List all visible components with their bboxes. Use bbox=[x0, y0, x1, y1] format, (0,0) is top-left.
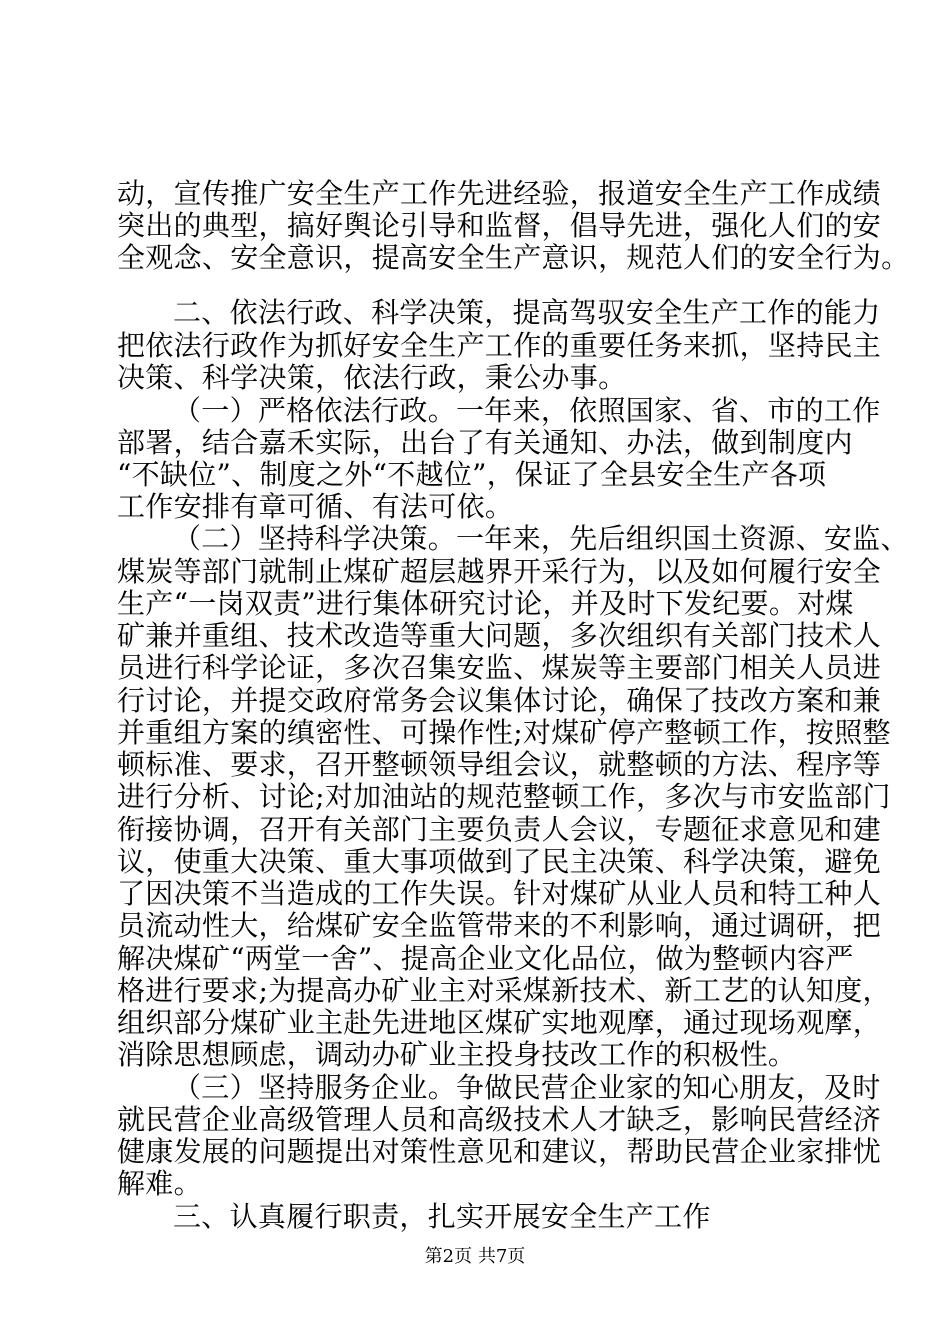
text-line: 行讨论，并提交政府常务会议集体讨论，确保了技改方案和兼 bbox=[117, 684, 882, 717]
text-line: 解决煤矿“两堂一舍”、提高企业文化品位，做为整顿内容严 bbox=[117, 942, 854, 975]
text-line: 突出的典型，搞好舆论引导和监督，倡导先进，强化人们的安 bbox=[117, 209, 882, 242]
text-line: 衔接协调，召开有关部门主要负责人会议，专题征求意见和建 bbox=[117, 813, 882, 846]
text-line: 组织部分煤矿业主赴先进地区煤矿实地观摩，通过现场观摩， bbox=[117, 1006, 882, 1039]
text-line: 议，使重大决策、重大事项做到了民主决策、科学决策，避免 bbox=[117, 845, 882, 878]
subsection-heading: （一）严格依法行政。一年来，依照国家、省、市的工作 bbox=[173, 394, 881, 427]
page-number: 第2页 共7页 bbox=[424, 1246, 526, 1267]
subsection-heading: （三）坚持服务企业。争做民营企业家的知心朋友，及时 bbox=[173, 1071, 881, 1104]
text-line: 就民营企业高级管理人员和高级技术人才缺乏，影响民营经济 bbox=[117, 1103, 882, 1136]
text-line: 把依法行政作为抓好安全生产工作的重要任务来抓，坚持民主 bbox=[117, 329, 882, 362]
text-line: 决策、科学决策，依法行政，秉公办事。 bbox=[117, 361, 627, 394]
text-line: 进行分析、讨论;对加油站的规范整顿工作，多次与市安监部门 bbox=[117, 780, 891, 813]
subsection-heading: （二）坚持科学决策。一年来，先后组织国土资源、安监、 bbox=[173, 522, 909, 555]
text-line: 员进行科学论证，多次召集安监、煤炭等主要部门相关人员进 bbox=[117, 651, 882, 684]
text-line: “不缺位”、制度之外“不越位”，保证了全县安全生产各项 bbox=[117, 458, 827, 491]
section-heading: 二、依法行政、科学决策，提高驾驭安全生产工作的能力 bbox=[173, 296, 881, 329]
text-line: 部署，结合嘉禾实际，出台了有关通知、办法，做到制度内 bbox=[117, 426, 853, 459]
text-line: 生产“一岗双责”进行集体研究讨论，并及时下发纪要。对煤 bbox=[117, 587, 854, 620]
text-line: 格进行要求;为提高办矿业主对采煤新技术、新工艺的认知度， bbox=[117, 974, 891, 1007]
text-line: 解难。 bbox=[117, 1167, 202, 1200]
text-line: 健康发展的问题提出对策性意见和建议，帮助民营企业家排忧 bbox=[117, 1135, 882, 1168]
text-line: 动，宣传推广安全生产工作先进经验，报道安全生产工作成绩 bbox=[117, 177, 882, 210]
text-line: 消除思想顾虑，调动办矿业主投身技改工作的积极性。 bbox=[117, 1038, 797, 1071]
text-line: 矿兼并重组、技术改造等重大问题，多次组织有关部门技术人 bbox=[117, 619, 882, 652]
text-line: 并重组方案的缜密性、可操作性;对煤矿停产整顿工作，按照整 bbox=[117, 716, 891, 749]
text-line: 工作安排有章可循、有法可依。 bbox=[117, 490, 514, 523]
section-heading: 三、认真履行职责，扎实开展安全生产工作 bbox=[173, 1200, 711, 1233]
text-line: 员流动性大，给煤矿安全监管带来的不利影响，通过调研，把 bbox=[117, 909, 882, 942]
text-line: 了因决策不当造成的工作失误。针对煤矿从业人员和特工种人 bbox=[117, 877, 882, 910]
text-line: 全观念、安全意识，提高安全生产意识，规范人们的安全行为。 bbox=[117, 241, 910, 274]
text-line: 顿标准、要求，召开整顿领导组会议，就整顿的方法、程序等 bbox=[117, 748, 882, 781]
text-line: 煤炭等部门就制止煤矿超层越界开采行为，以及如何履行安全 bbox=[117, 555, 882, 588]
